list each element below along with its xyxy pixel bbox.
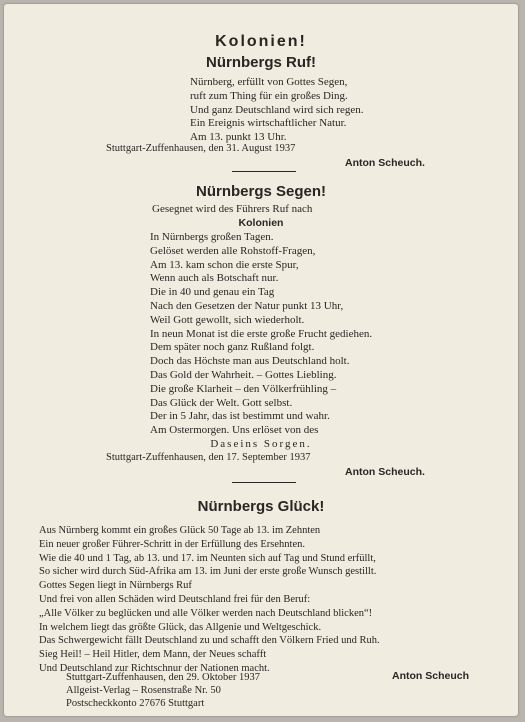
- place-date-3: Stuttgart-Zuffenhausen, den 29. Oktober 1937: [66, 672, 261, 683]
- publisher: Allgeist-Verlag – Rosenstraße Nr. 50: [66, 685, 221, 696]
- poem-ruf: [190, 76, 364, 145]
- poem-line: In Nürnbergs großen Tagen.: [150, 231, 274, 243]
- poem-glueck: [39, 524, 380, 676]
- poem-line: Ein Ereignis wirtschaftlicher Natur.: [190, 117, 347, 130]
- poem-line: Die große Klarheit – den Völkerfrühling –: [150, 382, 337, 395]
- poem-line: Wenn auch als Botschaft nur.: [150, 272, 279, 285]
- heading-glueck: Nürnbergs Glück!: [197, 498, 325, 515]
- main-title: Kolonien!: [215, 33, 307, 50]
- poem-line: Und frei von allen Schäden wird Deutschland frei für den Beruf:: [39, 593, 311, 605]
- poem-line: Weil Gott gewollt, sich wiederholt.: [150, 313, 305, 326]
- postcard: [4, 4, 518, 716]
- poem-line: Nürnberg, erfüllt von Gottes Segen,: [190, 76, 348, 88]
- author-2: Anton Scheuch.: [345, 466, 425, 478]
- poem-line: Ein neuer großer Führer-Schritt in der Erfüllung des Ersehnten.: [39, 538, 306, 550]
- place-date-1: Stuttgart-Zuffenhausen, den 31. August 1937: [106, 143, 296, 154]
- poem-segen: [150, 231, 372, 438]
- divider-1: [232, 171, 296, 172]
- poem-line: Sieg Heil! – Heil Hitler, dem Mann, der Neues schafft: [39, 649, 267, 661]
- author-3: Anton Scheuch: [392, 670, 470, 682]
- author-1: Anton Scheuch.: [345, 157, 425, 169]
- poem-line: Am 13. kam schon die erste Spur,: [150, 258, 299, 271]
- poem-line: Doch das Höchste man aus Deutschland holt.: [150, 355, 350, 368]
- poem-line: Am 13. punkt 13 Uhr.: [190, 131, 287, 144]
- poem-line: ruft zum Thing für ein großes Ding.: [190, 89, 348, 102]
- poem-line: Die in 40 und genau ein Tag: [150, 286, 275, 299]
- poem-line: Das Schwergewicht fällt Deutschland zu und schafft den Völkern Fried und Ruh.: [39, 635, 380, 647]
- place-date-2: Stuttgart-Zuffenhausen, den 17. September 1937: [106, 452, 311, 463]
- segen-intro: Gesegnet wird des Führers Ruf nach: [152, 203, 313, 215]
- poem-line: Nach den Gesetzen der Natur punkt 13 Uhr,: [150, 299, 344, 312]
- poem-line: Das Gold der Wahrheit. – Gottes Liebling.: [150, 368, 337, 381]
- poem-line: In welchem liegt das größte Glück, das Allgenie und Weltgeschick.: [39, 621, 322, 633]
- poem-line: Der in 5 Jahr, das ist bestimmt und wahr.: [150, 410, 330, 423]
- poem-line: Das Glück der Welt. Gott selbst.: [150, 396, 293, 409]
- poem-line: Dem später noch ganz Rußland folgt.: [150, 341, 315, 354]
- poem-line: Und ganz Deutschland wird sich regen.: [190, 103, 364, 116]
- heading-segen: Nürnbergs Segen!: [195, 183, 327, 200]
- poem-line: Wie die 40 und 1 Tag, ab 13. und 17. im Neunten sich auf Tag und Stund erfüllt,: [39, 552, 376, 564]
- divider-2: [232, 482, 296, 483]
- poem-line: Aus Nürnberg kommt ein großes Glück 50 Tage ab 13. im Zehnten: [39, 525, 321, 536]
- poem-line: Gottes Segen liegt in Nürnbergs Ruf: [39, 580, 192, 592]
- keyword-kolonien: Kolonien: [238, 217, 284, 229]
- heading-ruf: Nürnbergs Ruf!: [206, 54, 316, 71]
- poem-line: Und Deutschland zur Richtschnur der Nationen macht.: [39, 662, 270, 674]
- postal-account: Postscheckkonto 27676 Stuttgart: [66, 698, 205, 709]
- poem-line: In neun Monat ist die erste große Frucht gediehen.: [150, 327, 373, 340]
- segen-closing: Daseins Sorgen.: [210, 438, 312, 450]
- poem-line: So sicher wird durch Süd-Afrika am 13. im Juni der erste große Wunsch gestillt.: [39, 566, 377, 578]
- poem-line: Am Ostermorgen. Uns erlöset von des: [150, 424, 319, 437]
- poem-line: Gelöset werden alle Rohstoff-Fragen,: [150, 244, 316, 257]
- poem-line: „Alle Völker zu beglücken und alle Völker werden nach Deutschland blicken“!: [39, 607, 373, 619]
